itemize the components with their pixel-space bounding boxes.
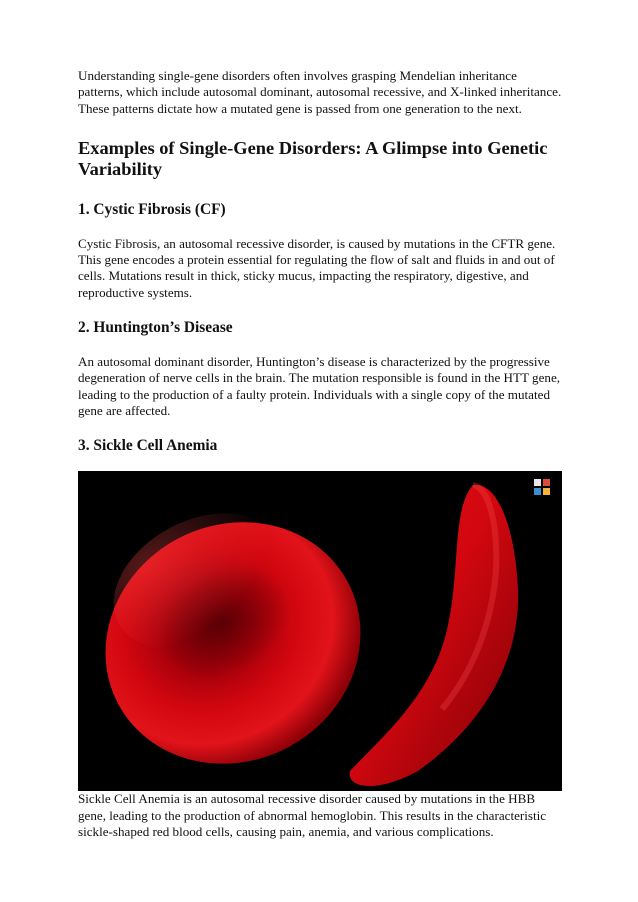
section-heading-huntingtons: 2. Huntington’s Disease: [78, 319, 233, 337]
section-heading-sickle-cell: 3. Sickle Cell Anemia: [78, 437, 218, 455]
section-body-sickle-cell: Sickle Cell Anemia is an autosomal recessive disorder caused by mutations in the HBB gene, leading to the production of abnormal hemoglobin. This results in the characteristic sickle-shaped red blood cells, causing pain, anemia, and various complications.: [78, 791, 547, 839]
red-blood-cells-image: [78, 471, 562, 791]
section-body-huntingtons: An autosomal dominant disorder, Huntington’s disease is characterized by the progressive degeneration of nerve cells in the brain. The mutation responsible is found in the HTT gene, leading to the production of a faulty protein. Individuals with a single copy of the mutated gene are affected.: [78, 354, 561, 418]
red-blood-cells-illustration: [78, 471, 562, 791]
document-page: [78, 68, 562, 840]
section-body-cystic-fibrosis: Cystic Fibrosis, an autosomal recessive disorder, is caused by mutations in the CFTR gene. This gene encodes a protein essential for regulating the flow of salt and fluids in and out of cells. Mutations result in thick, sticky mucus, impacting the respiratory, digestive, and reproductive systems.: [78, 235, 556, 300]
main-heading: Examples of Single-Gene Disorders: A Glimpse into Genetic Variability: [78, 137, 548, 180]
intro-paragraph: Understanding single-gene disorders often involves grasping Mendelian inheritance patterns, which include autosomal dominant, autosomal recessive, and X-linked inheritance. These patterns dictate how a mutated gene is passed from one generation to the next.: [78, 68, 562, 116]
section-heading-cystic-fibrosis: 1. Cystic Fibrosis (CF): [78, 200, 226, 218]
